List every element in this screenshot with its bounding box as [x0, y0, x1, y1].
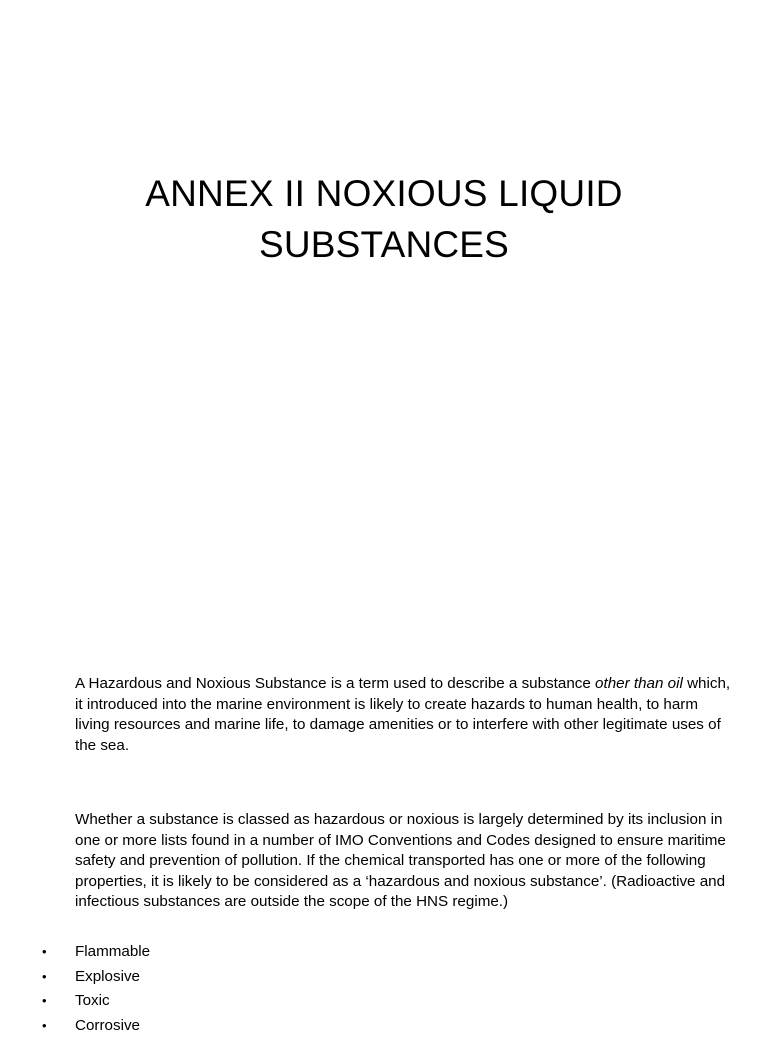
definition-emphasis: other than oil — [595, 675, 683, 692]
slide-title — [84, 168, 684, 270]
list-item-label: Toxic — [75, 992, 110, 1009]
list-item-label: Explosive — [75, 968, 140, 985]
title-line-2: SUBSTANCES — [84, 219, 684, 270]
list-item — [0, 965, 768, 990]
definition-paragraph — [75, 674, 735, 756]
list-item — [0, 1014, 768, 1038]
list-item-label: Corrosive — [75, 1017, 140, 1034]
definition-text-start: A Hazardous and Noxious Substance is a term used to describe a substance — [75, 675, 595, 692]
classification-paragraph: Whether a substance is classed as hazardous or noxious is largely determined by its inclusion in one or more lists found in a number of IMO Conventions and Codes designed to ensure maritime safety and prevention of pollution. If the chemical transported has one or more of the following properties, it is likely to be considered as a ‘hazardous and noxious substance’. (Radioactive and infectious substances are outside the scope of the HNS regime.) — [75, 810, 735, 913]
list-item-label: Flammable — [75, 943, 150, 960]
bullet-icon: • — [42, 940, 47, 965]
bullet-icon: • — [42, 1014, 47, 1038]
properties-list — [0, 940, 768, 1038]
definition-text-end: which, it introduced into the marine environment is likely to create hazards to human health, to harm living resources and marine life, to damage amenities or to interfere with other legitimate uses of the sea. — [75, 675, 730, 754]
title-line-1: ANNEX II NOXIOUS LIQUID — [84, 168, 684, 219]
bullet-icon: • — [42, 989, 47, 1014]
list-item — [0, 989, 768, 1014]
list-item — [0, 940, 768, 965]
bullet-icon: • — [42, 965, 47, 990]
